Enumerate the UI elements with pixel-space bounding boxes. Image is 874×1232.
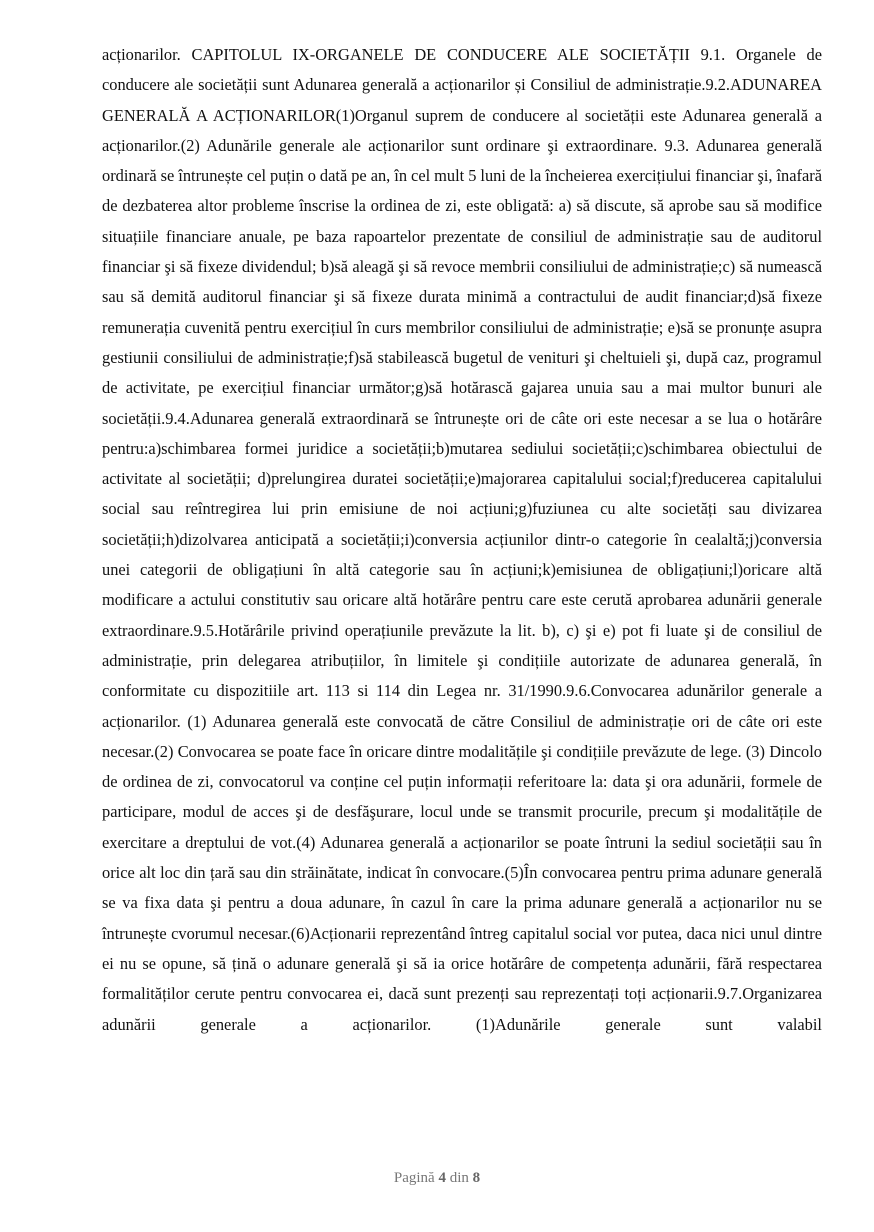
page-label: Pagină [393,1170,435,1186]
document-body [102,40,822,1040]
page-footer [0,1170,874,1187]
total-pages-number: 8 [472,1170,481,1186]
page-separator: din [449,1170,469,1186]
current-page-number: 4 [438,1170,446,1186]
body-paragraph: acționarilor. CAPITOLUL IX-ORGANELE DE CONDUCERE ALE SOCIETĂȚII 9.1. Organele de conducere ale societății sunt Adunarea generală a acționarilor și Consiliul de administrație.9.2.ADUNAREA GENERALĂ A ACȚIONARILOR(1)Organul suprem de conducere al societății este Adunarea generală a acționarilor.(2) Adunările generale ale acționarilor sunt ordinare şi extraordinare. 9.3. Adunarea generală ordinară se întrunește cel puțin o dată pe an, în cel mult 5 luni de la încheierea exercițiului financiar şi, înafară de dezbaterea altor probleme înscrise la ordinea de zi, este obligată: a) să discute, să aprobe sau să modifice situațiile financiare anuale, pe baza rapoartelor prezentate de consiliul de administrație sau de auditorul financiar şi să fixeze dividendul; b)să aleagă şi să revoce membrii consiliului de administrație;c) să numească sau să demită auditorul financiar şi să fixeze durata minimă a contractului de audit financiar;d)să fixeze remunerația cuvenită pentru exercițiul în curs membrilor consiliului de administrație; e)să se pronunțe asupra gestiunii consiliului de administrație;f)să stabilească bugetul de venituri şi cheltuieli şi, după caz, programul de activitate, pe exercițiul financiar următor;g)să hotărască gajarea unuia sau a mai multor bunuri ale societății.9.4.Adunarea generală extraordinară se întrunește ori de câte ori este necesar a se lua o hotărâre pentru:a)schimbarea formei juridice a societății;b)mutarea sediului societății;c)schimbarea obiectului de activitate al societății; d)prelungirea duratei societății;e)majorarea capitalului social;f)reducerea capitalului social sau reîntregirea lui prin emisiune de noi acțiuni;g)fuziunea cu alte societăți sau divizarea societății;h)dizolvarea anticipată a societății;i)conversia acțiunilor dintr-o categorie în cealaltă;j)conversia unei categorii de obligațiuni în altă categorie sau în acțiuni;k)emisiunea de obligațiuni;l)oricare altă modificare a actului constitutiv sau oricare altă hotărâre pentru care este cerută aprobarea adunării generale extraordinare.9.5.Hotărârile privind operațiunile prevăzute la lit. b), c) şi e) pot fi luate şi de consiliul de administrație, prin delegarea atribuțiilor, în limitele şi condițiile autorizate de adunarea generală, în conformitate cu dispozitiile art. 113 si 114 din Legea nr. 31/1990.9.6.Convocarea adunărilor generale a acționarilor. (1) Adunarea generală este convocată de către Consiliul de administrație ori de câte ori este necesar.(2) Convocarea se poate face în oricare dintre modalitățile şi condițiile prevăzute de lege. (3) Dincolo de ordinea de zi, convocatorul va conține cel puțin informații referitoare la: data şi ora adunării, formele de participare, modul de acces şi de desfăşurare, locul unde se transmit procurile, precum şi modalitățile de exercitare a dreptului de vot.(4) Adunarea generală a acționarilor se poate întruni la sediul societății sau în orice alt loc din țară sau din străinătate, indicat în convocare.(5)În convocarea pentru prima adunare generală se va fixa data şi pentru a doua adunare, în cazul în care la prima adunare generală a acționarilor nu se întrunește cvorumul necesar.(6)Acționarii reprezentând întreg capitalul social vor putea, daca nici unul dintre ei nu se opune, să țină o adunare generală şi să ia orice hotărâre de competența adunării, fără respectarea formalităților cerute pentru convocarea ei, dacă sunt prezenți sau reprezentați toți acționarii.9.7.Organizarea adunării generale a acționarilor. (1)Adunările generale sunt valabil [102,45,822,1034]
